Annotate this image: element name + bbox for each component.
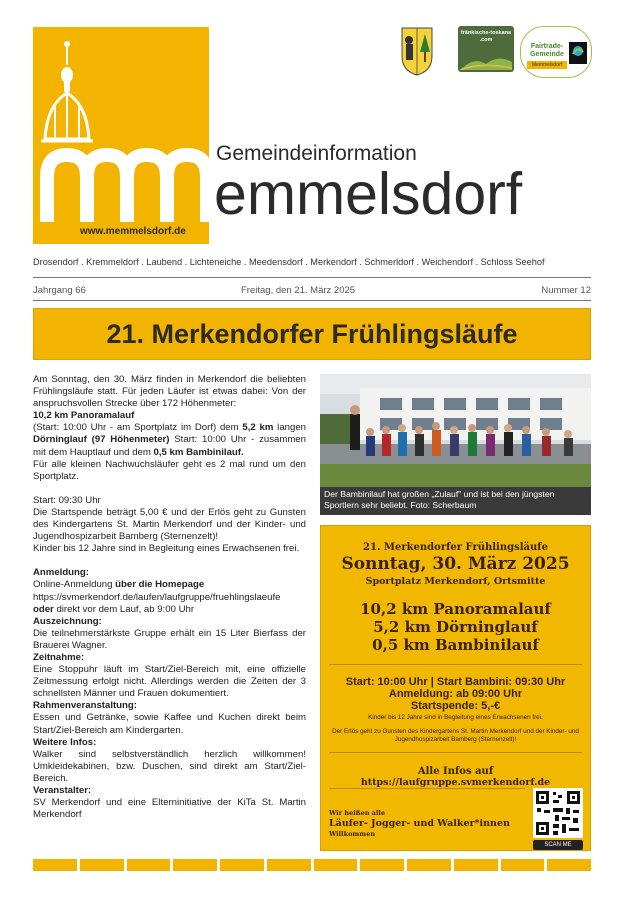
registration-heading: Anmeldung:	[33, 567, 89, 579]
poster-charity-line: Der Erlös geht zu Gunsten des Kindergartens St. Martin Merkendorf und der Kinder- und Jugendhospizarbeit Bamberg (Sternenzelt)!	[332, 728, 579, 743]
registration-onsite: direkt vor dem Lauf, ab 9:00 Uhr	[53, 603, 195, 615]
footer-segment	[33, 859, 77, 871]
poster-event: 21. Merkendorfer Frühlingsläufe	[363, 542, 548, 553]
award-text: Die teilnehmerstärkste Gruppe erhält ein 15 Liter Bierfass der Brauerei Wagner.	[33, 627, 306, 651]
coat-of-arms-icon	[400, 26, 434, 76]
publication-subtitle: Gemeindeinformation	[216, 142, 417, 165]
timing-heading: Zeitnahme:	[33, 651, 85, 663]
poster-welcome-1: Wir heißen alle	[329, 809, 386, 817]
hills-icon	[460, 54, 512, 70]
qr-code-icon	[533, 788, 583, 838]
fairtrade-logo	[520, 26, 592, 78]
partner-logos	[400, 26, 590, 78]
divider	[33, 300, 591, 301]
footer-segment	[267, 859, 311, 871]
article-body	[33, 374, 306, 821]
info-heading: Weitere Infos:	[33, 736, 97, 748]
memmelsdorf-logo-icon	[33, 27, 209, 244]
footer-segment	[454, 859, 498, 871]
doerning-title: Dörninglauf (97 Höhenmeter)	[33, 434, 170, 446]
intro-text: Am Sonntag, den 30. März finden in Merkendorf die beliebten Frühlingsläufe statt. Für jeden Läufer ist etwas dabei: Von der anspruchsvollen Strecke über 172 Höhenmeter:	[33, 374, 306, 410]
poster-welcome-2: Läufer- Jogger- und Walker*innen	[329, 818, 510, 829]
footer-segment	[501, 859, 545, 871]
doerning-distance: 5,2 km	[242, 422, 274, 434]
event-poster	[320, 525, 591, 851]
poster-divider	[329, 752, 582, 753]
footer-bar	[33, 859, 591, 871]
fee-text: Die Startspende beträgt 5,00 € und der Erlös geht zu Gunsten des Kindergartens St. Martin Merkendorf und der Kinder- und Jugendhospizarbeit Bamberg (Sternenzelt)!	[33, 506, 306, 543]
bambini-title: 0,5 km Bambinilauf.	[153, 446, 244, 458]
fairtrade-town: Memmelsdorf	[527, 61, 567, 69]
award-heading: Auszeichnung:	[33, 615, 102, 627]
children-running-photo-icon	[320, 374, 591, 487]
issue-year: Jahrgang 66	[33, 285, 86, 296]
footer-segment	[127, 859, 171, 871]
registration-text: Online-Anmeldung	[33, 579, 116, 591]
poster-date: Sonntag, 30. März 2025	[341, 554, 570, 574]
kids-text: Für alle kleinen Nachwuchsläufer geht es 2 mal rund um den Sportplatz.	[33, 458, 306, 482]
info-text: Walker sind selbstverständlich herzlich willkommen! Umkleidekabinen, bzw. Duschen, sind direkt am Start/Ziel-Bereich.	[33, 748, 306, 784]
photo-caption: Der Bambinilauf hat großen „Zulauf" und ist bei den jüngsten Sportlern sehr beliebt. Foto: Scherbaum	[320, 487, 591, 515]
issue-date: Freitag, den 21. März 2025	[241, 285, 356, 296]
footer-segment	[407, 859, 451, 871]
poster-place: Sportplatz Merkendorf, Ortsmitte	[365, 576, 546, 587]
registration-url[interactable]: https://svmerkendorf.de/laufen/laufgruppe/fruehlingslaeufe	[33, 591, 281, 603]
panorama-text	[33, 422, 306, 458]
fairtrade-logo-text: Fairtrade-Gemeinde	[530, 43, 564, 58]
footer-segment	[80, 859, 124, 871]
poster-race-doerning: 5,2 km Dörninglauf	[373, 618, 538, 636]
panorama-detail: (Start: 10:00 Uhr - am Sportplatz im Dorf) dem	[33, 422, 243, 434]
poster-race-panorama: 10,2 km Panoramalauf	[360, 600, 551, 618]
program-heading: Rahmenveranstaltung:	[33, 700, 137, 712]
footer-segment	[220, 859, 264, 871]
start-time: Start: 09:30 Uhr	[33, 494, 101, 506]
scan-me-label: SCAN ME	[533, 840, 583, 850]
registration-homepage: über die Homepage	[115, 579, 205, 591]
panorama-detail-end: langen	[273, 422, 306, 434]
timing-text: Eine Stoppuhr läuft im Start/Ziel-Bereich mit, eine offizielle Zeitmessung erfolgt nicht. Allerdings werden die Zeiten der 3 schnellsten Männer und Frauen dokumentiert.	[33, 664, 306, 700]
article-title: 21. Merkendorfer Frühlingsläufe	[106, 319, 518, 349]
village-list: Drosendorf . Kremmeldorf . Laubend . Lichteneiche . Meedensdorf . Merkendorf . Schmerldorf . Weichendorf . Schloss Seehof	[33, 257, 545, 267]
qr-code[interactable]	[533, 788, 583, 838]
race-photo	[320, 374, 591, 487]
town-name: emmelsdorf	[214, 161, 523, 227]
age-text: Kinder bis 12 Jahre sind in Begleitung eines Erwachsenen frei.	[33, 543, 300, 555]
poster-start-line: Start: 10:00 Uhr | Start Bambini: 09:30 Uhr	[345, 676, 566, 688]
poster-divider	[329, 664, 582, 665]
issue-number: Nummer 12	[541, 285, 591, 296]
poster-divider	[329, 788, 525, 789]
fairtrade-mark-icon	[569, 42, 587, 64]
panorama-title: 10,2 km Panoramalauf	[33, 410, 135, 422]
doerning-text: Start: 10:00 Uhr - zusammen mit dem Hauptlauf und dem	[33, 434, 306, 458]
poster-race-bambini: 0,5 km Bambinilauf	[372, 636, 539, 654]
poster-info-url[interactable]: https://laufgruppe.svmerkendorf.de	[360, 777, 551, 788]
footer-segment	[360, 859, 404, 871]
registration-or: oder	[33, 603, 54, 615]
divider	[33, 277, 591, 278]
logo-url[interactable]: www.memmelsdorf.de	[80, 226, 186, 237]
program-text: Essen und Getränke, sowie Kaffee und Kuchen direkt beim Start/Ziel-Bereich am Kindergarten.	[33, 712, 306, 736]
organizer-text: SV Merkendorf und eine Elterninitiative der KiTa St. Martin Merkendorf	[33, 797, 306, 821]
poster-info-title: Alle Infos auf	[417, 766, 494, 777]
article-banner	[33, 308, 591, 360]
poster-registration-line: Anmeldung: ab 09:00 Uhr	[388, 688, 523, 700]
poster-kids-line: Kinder bis 12 Jahre sind in Begleitung eines Erwachsenen frei.	[368, 714, 543, 721]
organizer-heading: Veranstalter:	[33, 785, 92, 796]
footer-segment	[173, 859, 217, 871]
franconia-logo-text: fränkische-toskana .com	[460, 30, 512, 43]
logo-block	[33, 27, 209, 244]
poster-welcome-3: Willkommen	[329, 830, 376, 838]
footer-segment	[547, 859, 591, 871]
footer-segment	[314, 859, 358, 871]
poster-fee-line: Startspende: 5,-€	[410, 700, 501, 712]
franconia-tuscany-logo	[458, 26, 514, 72]
